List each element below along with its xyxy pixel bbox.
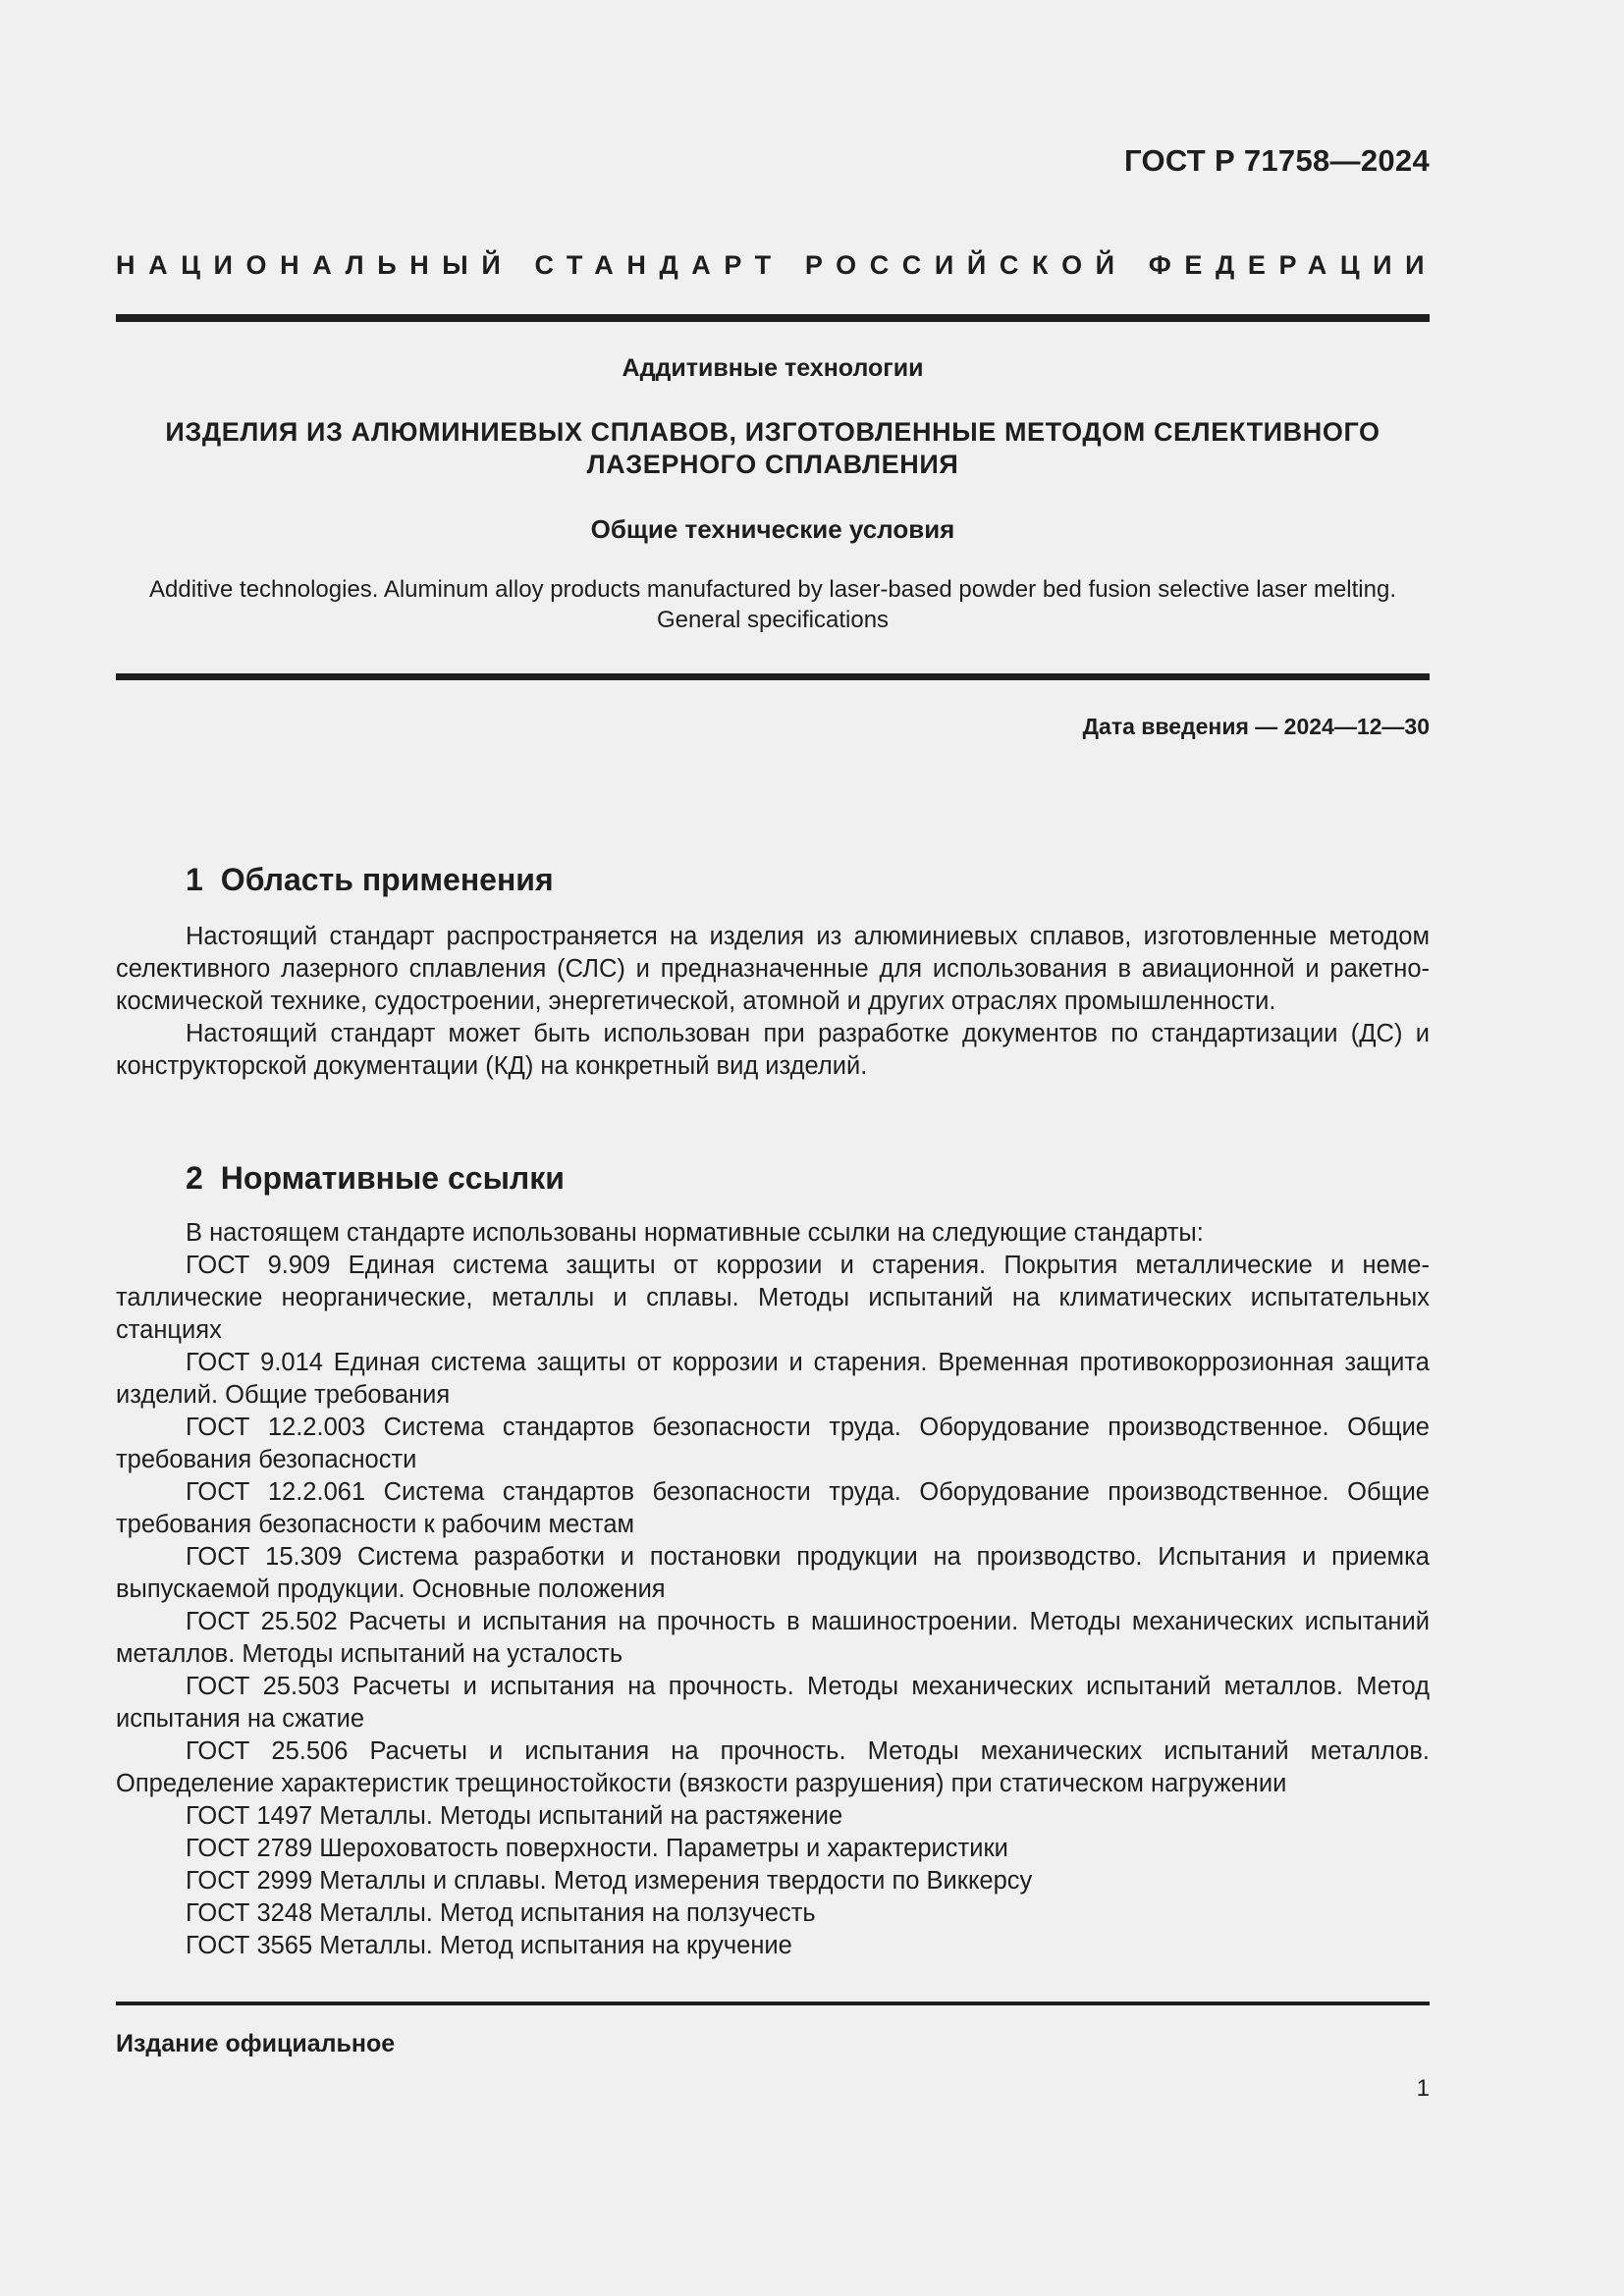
section-title: Нормативные ссылки xyxy=(220,1160,565,1196)
reference-item: ГОСТ 9.014 Единая система защиты от коррозии и старения. Временная противокоррозионная защита изделий. Общие требования xyxy=(116,1349,1430,1409)
reference-item: ГОСТ 15.309 Система разработки и постановки продукции на производство. Испытания и приемка выпускаемой продукции. Основные положения xyxy=(116,1543,1430,1603)
top-rule xyxy=(116,314,1430,322)
introduction-date: Дата введения — 2024—12—30 xyxy=(1082,714,1430,739)
reference-item: ГОСТ 3248 Металлы. Метод испытания на ползучесть xyxy=(186,1899,816,1927)
reference-item: ГОСТ 3565 Металлы. Метод испытания на кручение xyxy=(186,1932,792,1959)
page-number: 1 xyxy=(1416,2075,1430,2102)
english-title xyxy=(116,574,1430,635)
edition-label: Издание официальное xyxy=(116,2030,396,2057)
paragraph: В настоящем стандарте использованы нормативные ссылки на следующие стандарты: xyxy=(186,1219,1204,1247)
standard-designation: ГОСТ Р 71758—2024 xyxy=(1124,143,1430,178)
section-2-body xyxy=(116,1217,1430,1962)
section-1-heading xyxy=(186,862,554,898)
document-title xyxy=(116,416,1430,481)
section-2-heading xyxy=(186,1160,565,1197)
paragraph: Настоящий стандарт может быть использован при разработке документов по стандартизации (ДС) и конструкторской документации (КД) на конкретный вид изделий. xyxy=(116,1020,1430,1080)
national-standard-banner: НАЦИОНАЛЬНЫЙ СТАНДАРТ РОССИЙСКОЙ ФЕДЕРАЦИИ xyxy=(116,250,1438,280)
title-block-rule xyxy=(116,673,1430,680)
reference-item: ГОСТ 1497 Металлы. Методы испытаний на растяжение xyxy=(186,1802,843,1830)
reference-item: ГОСТ 2999 Металлы и сплавы. Метод измерения твердости по Виккерсу xyxy=(186,1867,1033,1895)
reference-item: ГОСТ 25.506 Расчеты и испытания на прочность. Методы механических испытаний металлов. Определение характеристик трещиностойкости (вязкости разрушения) при статическом нагружении xyxy=(116,1737,1430,1797)
reference-item: ГОСТ 25.502 Расчеты и испытания на прочность в машиностроении. Методы механических испытаний металлов. Методы испытаний на усталость xyxy=(116,1608,1430,1668)
footer-rule xyxy=(116,2002,1430,2005)
paragraph: Настоящий стандарт распространяется на изделия из алюминиевых сплавов, изготовленные методом селективного лазерного сплавления (СЛС) и предназначенные для использования в авиационной и ракетно-космической технике, судостроении, энергетической, атомной и других отраслях промышленности. xyxy=(116,923,1430,1015)
document-subtitle: Общие технические условия xyxy=(590,514,955,544)
section-title: Область применения xyxy=(220,862,554,897)
subject-heading: Аддитивные технологии xyxy=(622,354,924,382)
reference-item: ГОСТ 2789 Шероховатость поверхности. Параметры и характеристики xyxy=(186,1835,1008,1862)
english-title-line-2: General specifications xyxy=(656,607,890,633)
section-number: 2 xyxy=(186,1160,203,1196)
reference-item: ГОСТ 12.2.003 Система стандартов безопасности труда. Оборудование производственное. Общие требования безопасности xyxy=(116,1414,1430,1473)
reference-item: ГОСТ 12.2.061 Система стандартов безопасности труда. Оборудование производственное. Общие требования безопасности к рабочим местам xyxy=(116,1478,1430,1538)
english-title-line-1: Additive technologies. Aluminum alloy products manufactured by laser-based powder bed fusion selective laser melting. xyxy=(148,576,1397,603)
reference-item: ГОСТ 9.909 Единая система защиты от коррозии и старения. Покрытия металлические и неметаллические неорганические, металлы и сплавы. Методы испытаний на климатических испытательных станциях xyxy=(116,1252,1430,1344)
title-line-2: ЛАЗЕРНОГО СПЛАВЛЕНИЯ xyxy=(586,450,959,479)
section-1-body xyxy=(116,921,1430,1083)
title-line-1: ИЗДЕЛИЯ ИЗ АЛЮМИНИЕВЫХ СПЛАВОВ, ИЗГОТОВЛЕННЫЕ МЕТОДОМ СЕЛЕКТИВНОГО xyxy=(165,417,1380,447)
section-number: 1 xyxy=(186,862,203,897)
reference-item: ГОСТ 25.503 Расчеты и испытания на прочность. Методы механических испытаний металлов. Метод испытания на сжатие xyxy=(116,1673,1430,1733)
